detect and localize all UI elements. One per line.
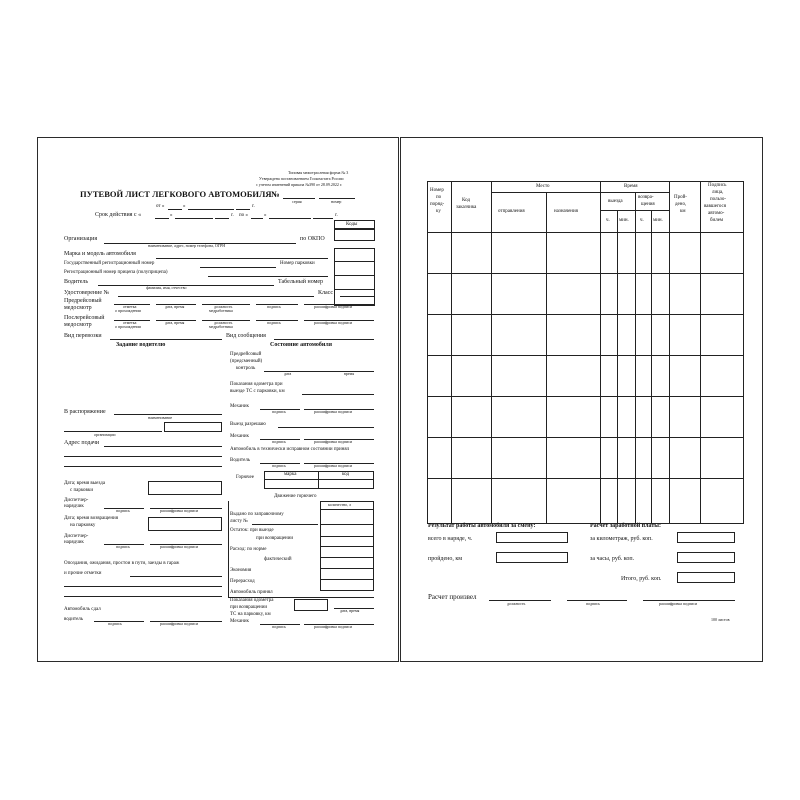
license-label: Удостоверение № bbox=[64, 290, 110, 296]
form-type-line3: с учетом изменений приказа №390 от 28.09.2022 г. bbox=[256, 182, 343, 187]
mechanic-sign-hint-2: подпись bbox=[272, 439, 286, 444]
pre-med-position-hint: должность bbox=[214, 304, 233, 309]
post-med-sign-hint: подпись bbox=[267, 320, 281, 325]
trailer-reg-field[interactable] bbox=[208, 276, 328, 277]
driver-task-heading: Задание водителю bbox=[116, 342, 166, 348]
accepted-label3: при возвращении bbox=[230, 605, 268, 610]
column-divider bbox=[228, 501, 229, 597]
calc-position-hint: должность bbox=[507, 601, 526, 606]
pre-med-datetime-hint: дата, время bbox=[165, 304, 185, 309]
col-code-1: Код bbox=[462, 198, 470, 203]
passed-km-box[interactable] bbox=[496, 552, 568, 563]
service-type-field[interactable] bbox=[274, 339, 374, 340]
car-make-label: Марка и модель автомобиля bbox=[64, 251, 136, 257]
fuel-qty-divider bbox=[320, 509, 374, 510]
delivery-addr-line3[interactable] bbox=[64, 466, 222, 467]
right-page bbox=[400, 137, 763, 662]
handed-sign-hint: подпись bbox=[108, 621, 122, 626]
valid-to-year[interactable] bbox=[313, 218, 333, 219]
pre-med-position-hint2: медработника bbox=[209, 308, 233, 313]
mechanic-sign-hint-1: подпись bbox=[272, 409, 286, 414]
mechanic-label-3: Механик bbox=[230, 619, 249, 624]
form-type-line2: Утверждена постановлением Госкомстата России bbox=[259, 176, 344, 181]
col-no-2: по bbox=[436, 195, 442, 200]
table-col-line bbox=[451, 182, 452, 524]
valid-to-month[interactable] bbox=[269, 218, 311, 219]
table-row[interactable] bbox=[428, 314, 744, 315]
dispatcher-label1: Диспетчер- bbox=[64, 498, 89, 503]
depart-dt-label2: с парковки bbox=[70, 488, 94, 493]
state-reg-label: Государственный регистрационный номер bbox=[64, 261, 155, 266]
license-field[interactable] bbox=[118, 296, 314, 297]
valid-from-month[interactable] bbox=[175, 218, 213, 219]
accepted-datetime-hint: дата, время bbox=[340, 608, 360, 613]
valid-from-quote: » bbox=[170, 213, 173, 218]
class-label: Класс bbox=[318, 290, 333, 296]
col-place: Место bbox=[536, 184, 550, 189]
col-exit-min: мин. bbox=[619, 218, 629, 223]
class-field[interactable] bbox=[340, 296, 374, 297]
fuel-table-divider bbox=[318, 471, 319, 489]
total-label: Итого, руб. коп. bbox=[621, 576, 662, 582]
odo-depart-label1: Показания одометра при bbox=[230, 382, 283, 387]
rest-label2: при возвращении bbox=[256, 536, 294, 541]
per-hour-label: за часы, руб. коп. bbox=[590, 556, 635, 562]
fuel-code-header: код bbox=[342, 472, 350, 477]
col-no-3: поряд- bbox=[430, 202, 445, 207]
dispatcher-sign-hint-1: подпись bbox=[116, 508, 130, 513]
rest-label1: Остаток: при выезде bbox=[230, 528, 274, 533]
mechanic-label-2: Механик bbox=[230, 434, 249, 439]
table-col-line bbox=[491, 182, 492, 524]
dispatcher-decode-hint-1: расшифровка подписи bbox=[160, 508, 199, 513]
date-year-field[interactable] bbox=[236, 209, 250, 210]
col-exit-h: ч. bbox=[606, 218, 610, 223]
return-dt-box[interactable] bbox=[148, 517, 222, 531]
calc-decode-hint: расшифровка подписи bbox=[659, 601, 698, 606]
post-med-decode-hint: расшифровка подписи bbox=[314, 320, 353, 325]
form-type-line1: Типовая межотраслевая форма № 3 bbox=[288, 170, 349, 175]
pretrip-time-hint: время bbox=[344, 371, 355, 376]
pretrip-label1: Предрейсовый bbox=[230, 352, 262, 357]
col-dist-2: дено, bbox=[675, 202, 687, 207]
post-med-mark-hint2: о прохождении bbox=[115, 324, 141, 329]
seria-hint: серия bbox=[292, 199, 302, 204]
date-month-field[interactable] bbox=[188, 209, 234, 210]
disposal-code-box[interactable] bbox=[164, 422, 222, 432]
tabel-label: Табельный номер bbox=[278, 279, 324, 285]
post-med-position-hint2: медработника bbox=[209, 324, 233, 329]
col-sign-5: автомо- bbox=[708, 211, 725, 216]
codes-header bbox=[334, 220, 375, 229]
trips-table bbox=[427, 181, 744, 524]
code-divider bbox=[334, 289, 375, 290]
total-hours-box[interactable] bbox=[496, 532, 568, 543]
total-box[interactable] bbox=[677, 572, 735, 583]
calc-by-label: Расчет произвел bbox=[428, 593, 477, 601]
handed-label2: водитель bbox=[64, 617, 84, 622]
mechanic-label: Механик bbox=[230, 404, 249, 409]
number-sign: № bbox=[271, 189, 280, 199]
table-col-line bbox=[617, 210, 618, 524]
post-med-label2: медосмотр bbox=[64, 322, 92, 328]
col-dist-1: Прой- bbox=[674, 195, 687, 200]
table-col-line bbox=[600, 182, 601, 524]
disposal-label: В распоряжение bbox=[64, 409, 106, 415]
table-header-line bbox=[600, 210, 669, 211]
accepted-label2: Показания одометра bbox=[230, 598, 274, 603]
wage-heading: Расчет заработной платы: bbox=[590, 523, 661, 529]
pre-med-label1: Предрейсовый bbox=[64, 298, 102, 304]
mechanic-sign-hint-3: подпись bbox=[272, 624, 286, 629]
odo-depart-label2: выезде ТС с парковки, км bbox=[230, 389, 285, 394]
per-km-label: за километраж, руб. коп. bbox=[590, 536, 653, 542]
dispatcher-decode-hint-2: расшифровка подписи bbox=[160, 544, 199, 549]
col-return-h: ч. bbox=[640, 218, 644, 223]
per-km-box[interactable] bbox=[677, 532, 735, 543]
driver-sign-hint: подпись bbox=[272, 463, 286, 468]
fuel-qty-divider bbox=[320, 568, 374, 569]
driver-hint: фамилия, имя, отчество bbox=[146, 285, 187, 290]
fuel-qty-divider bbox=[320, 557, 374, 558]
code-divider bbox=[334, 275, 375, 276]
dispatcher-sign-hint-2: подпись bbox=[116, 544, 130, 549]
valid-from-day[interactable] bbox=[155, 218, 169, 219]
table-col-line bbox=[635, 192, 636, 524]
table-row[interactable] bbox=[428, 273, 744, 274]
post-med-datetime-hint: дата, время bbox=[165, 320, 185, 325]
return-dt-label1: Дата; время возвращения bbox=[64, 516, 119, 521]
disposal-hint: наименование bbox=[148, 415, 173, 420]
pretrip-label3: контроль bbox=[236, 366, 256, 371]
pretrip-date-hint: дата bbox=[284, 371, 292, 376]
post-med-label1: Послерейсовый bbox=[64, 315, 105, 321]
odo-depart-field[interactable] bbox=[302, 394, 374, 395]
issued-field[interactable] bbox=[252, 524, 318, 525]
disposal-org-hint: организации bbox=[94, 432, 116, 437]
col-sign-6: билем bbox=[710, 218, 724, 223]
odo-return-box[interactable] bbox=[294, 599, 328, 611]
state-reg-field[interactable] bbox=[200, 267, 276, 268]
left-page bbox=[37, 137, 399, 662]
table-header-line bbox=[491, 192, 669, 193]
delays-label2: и прочие отметки bbox=[64, 571, 102, 576]
col-sign-2: лица, bbox=[712, 190, 724, 195]
per-hour-box[interactable] bbox=[677, 552, 735, 563]
transport-type-label: Вид перевозки bbox=[64, 333, 102, 339]
accepted-label4: ТС на парковку, км bbox=[230, 612, 271, 617]
fuel-table-divider bbox=[264, 479, 374, 480]
col-sign-3: пользо- bbox=[710, 197, 726, 202]
overuse-label: Перерасход bbox=[230, 579, 255, 584]
fuel-qty-divider bbox=[320, 536, 374, 537]
valid-to-g: г. bbox=[335, 213, 338, 218]
valid-to-label: по « bbox=[239, 213, 248, 218]
mechanic-decode-hint-3: расшифровка подписи bbox=[314, 624, 353, 629]
delays-field[interactable] bbox=[130, 576, 222, 577]
fuel-label: Горючее bbox=[236, 475, 254, 480]
organization-hint: наименование, адрес, номер телефона, ОГРН bbox=[148, 243, 226, 248]
post-med-mark-hint: отметка bbox=[123, 320, 137, 325]
date-from-label: от « bbox=[156, 204, 165, 209]
valid-from-year[interactable] bbox=[215, 218, 229, 219]
table-col-line bbox=[669, 182, 670, 524]
codes-label: Коды bbox=[346, 222, 358, 227]
economy-label: Экономия bbox=[230, 568, 252, 573]
delivery-addr-line2[interactable] bbox=[64, 456, 222, 457]
dispatcher-label1-2: Диспетчер- bbox=[64, 534, 89, 539]
exit-allowed-field[interactable] bbox=[278, 427, 374, 428]
col-no-4: ку bbox=[436, 209, 441, 214]
col-return-min: мин. bbox=[653, 218, 663, 223]
col-exit: выезда bbox=[608, 199, 623, 204]
fuel-make-header: марка bbox=[284, 472, 297, 477]
col-sign-1: Подпись bbox=[708, 183, 727, 188]
dispatcher-label2: нарядчик bbox=[64, 504, 84, 509]
issued-label1: Выдано по заправочному bbox=[230, 512, 284, 517]
delays-line2[interactable] bbox=[64, 586, 222, 587]
exit-allowed-label: Выезд разрешаю bbox=[230, 422, 266, 427]
passed-km-label: пройдено, км bbox=[428, 556, 463, 562]
return-dt-label2: на парковку bbox=[70, 523, 96, 528]
pre-med-label2: медосмотр bbox=[64, 305, 92, 311]
date-day-field[interactable] bbox=[168, 209, 182, 210]
col-dest: назначения bbox=[554, 209, 578, 214]
fuel-qty-header: количество, л bbox=[328, 502, 352, 507]
mechanic-decode-hint-1: расшифровка подписи bbox=[314, 409, 353, 414]
driver-decode-hint: расшифровка подписи bbox=[314, 463, 353, 468]
delays-line3[interactable] bbox=[64, 596, 222, 597]
table-row[interactable] bbox=[428, 396, 744, 397]
pre-med-mark-hint2: о прохождении bbox=[115, 308, 141, 313]
code-column-box[interactable] bbox=[334, 248, 375, 306]
calc-sign-hint: подпись bbox=[586, 601, 600, 606]
valid-to-day[interactable] bbox=[251, 218, 263, 219]
fuel-movement-label: Движение горючего bbox=[274, 494, 317, 499]
issued-label2: листу № bbox=[230, 519, 249, 524]
col-no-1: Номер bbox=[430, 188, 444, 193]
nomer-hint: номер bbox=[331, 199, 342, 204]
okpo-label: по ОКПО bbox=[300, 236, 325, 242]
table-row[interactable] bbox=[428, 437, 744, 438]
total-hours-label: всего в наряде, ч. bbox=[428, 536, 473, 542]
sheets-count: 100 листов bbox=[711, 617, 730, 622]
valid-from-g: г. bbox=[231, 213, 234, 218]
code-divider bbox=[334, 261, 375, 262]
page-title: ПУТЕВОЙ ЛИСТ ЛЕГКОВОГО АВТОМОБИЛЯ bbox=[80, 189, 272, 199]
validity-label: Срок действия с « bbox=[95, 212, 142, 218]
col-sign-4: вавшегося bbox=[704, 204, 727, 209]
fuel-qty-divider bbox=[320, 546, 374, 547]
service-type-label: Вид сообщения bbox=[226, 333, 266, 339]
delivery-addr-label: Адрес подачи bbox=[64, 440, 100, 446]
pre-med-sign-hint: подпись bbox=[267, 304, 281, 309]
date-year-suffix: г. bbox=[252, 204, 255, 209]
car-make-field[interactable] bbox=[156, 258, 328, 259]
code-okpo-box[interactable] bbox=[334, 229, 375, 241]
table-row[interactable] bbox=[428, 478, 744, 479]
table-col-line bbox=[651, 210, 652, 524]
pre-med-mark-hint: отметка bbox=[123, 304, 137, 309]
fuel-qty-divider bbox=[320, 579, 374, 580]
driver-label-2: Водитель bbox=[230, 458, 251, 463]
transport-type-field[interactable] bbox=[110, 339, 222, 340]
result-heading: Результат работы автомобиля за смену: bbox=[428, 523, 536, 529]
pre-med-decode-hint: расшифровка подписи bbox=[314, 304, 353, 309]
depart-dt-label1: Дата; время выезда bbox=[64, 481, 106, 486]
fuel-qty-divider bbox=[320, 524, 374, 525]
fuel-table bbox=[264, 471, 374, 489]
park-no-label: Номер парковки bbox=[280, 261, 315, 266]
delivery-addr-field[interactable] bbox=[104, 446, 222, 447]
dispatcher-label2-2: нарядчик bbox=[64, 540, 84, 545]
date-quote-close: » bbox=[183, 204, 186, 209]
organization-label: Организация bbox=[64, 236, 98, 242]
handed-label1: Автомобиль сдал bbox=[64, 607, 101, 612]
consumption-label1: Расход: по норме bbox=[230, 547, 267, 552]
col-return-1: возвра- bbox=[638, 195, 654, 200]
col-dist-3: км bbox=[680, 209, 686, 214]
table-col-line bbox=[546, 192, 547, 524]
accepted-label1: Автомобиль принял bbox=[230, 590, 273, 595]
table-header-bottom bbox=[428, 232, 744, 233]
post-med-position-hint: должность bbox=[214, 320, 233, 325]
mechanic-decode-hint-2: расшифровка подписи bbox=[314, 439, 353, 444]
col-return-2: щения bbox=[641, 202, 655, 207]
valid-to-quote: » bbox=[264, 213, 267, 218]
col-time: Время bbox=[624, 184, 638, 189]
driver-label: Водитель bbox=[64, 279, 89, 285]
table-row[interactable] bbox=[428, 355, 744, 356]
pretrip-field[interactable] bbox=[264, 371, 374, 372]
handed-decode-hint: расшифровка подписи bbox=[160, 621, 199, 626]
pretrip-label2: (предсменный) bbox=[230, 359, 263, 364]
car-state-heading: Состояние автомобиля bbox=[270, 342, 332, 348]
table-col-line bbox=[700, 182, 701, 524]
depart-dt-box[interactable] bbox=[148, 481, 222, 495]
car-ok-label: Автомобиль в технически исправном состоянии принял bbox=[230, 447, 350, 452]
col-depart: отправления bbox=[498, 209, 525, 214]
col-code-2: заказчика bbox=[456, 205, 477, 210]
delays-label1: Опоздания, ожидания, простои в пути, заезды в гараж bbox=[64, 561, 180, 566]
consumption-label2: фактический bbox=[264, 557, 292, 562]
trailer-reg-label: Регистрационный номер прицепа (полуприцепа) bbox=[64, 270, 168, 275]
